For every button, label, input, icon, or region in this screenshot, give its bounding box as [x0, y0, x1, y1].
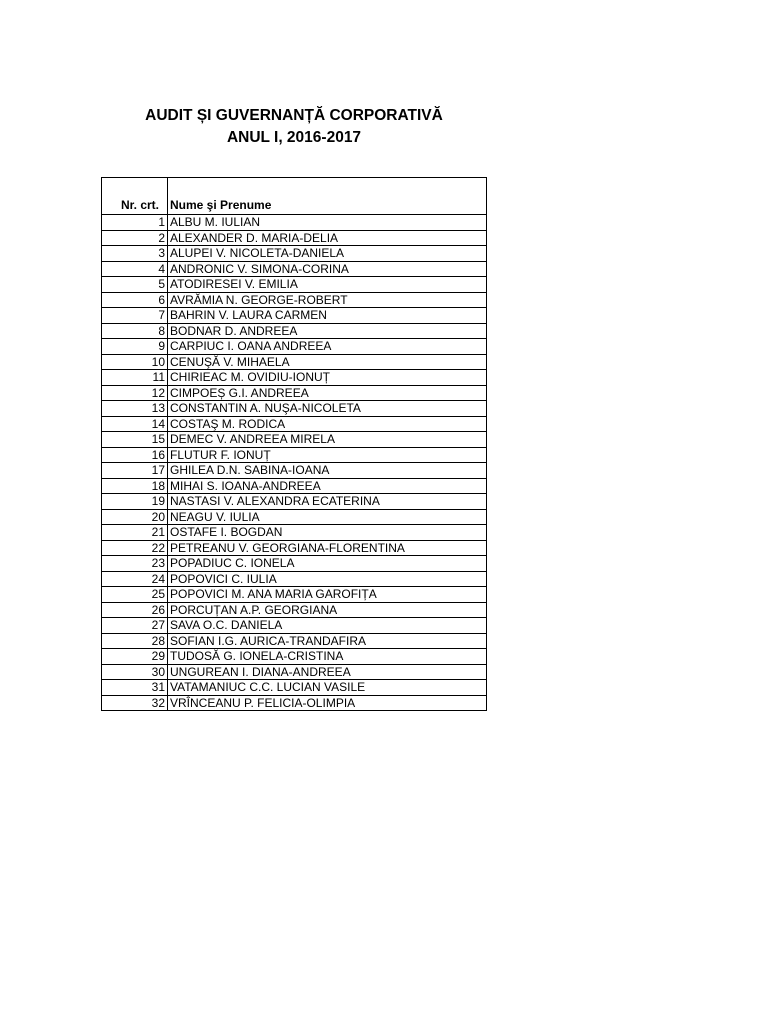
- student-name: ALUPEI V. NICOLETA-DANIELA: [168, 246, 487, 262]
- student-name: POPOVICI M. ANA MARIA GAROFIȚA: [168, 587, 487, 603]
- table-row: [102, 230, 487, 246]
- row-number: 4: [102, 261, 168, 277]
- row-number: 23: [102, 556, 168, 572]
- student-table: [101, 177, 487, 711]
- row-number: 7: [102, 308, 168, 324]
- student-name: OSTAFE I. BOGDAN: [168, 525, 487, 541]
- table-row: [102, 571, 487, 587]
- student-name: VRÎNCEANU P. FELICIA-OLIMPIA: [168, 695, 487, 711]
- row-number: 8: [102, 323, 168, 339]
- row-number: 3: [102, 246, 168, 262]
- table-row: [102, 416, 487, 432]
- table-header: [102, 178, 487, 215]
- row-number: 9: [102, 339, 168, 355]
- row-number: 1: [102, 215, 168, 231]
- row-number: 22: [102, 540, 168, 556]
- row-number: 18: [102, 478, 168, 494]
- student-name: MIHAI S. IOANA-ANDREEA: [168, 478, 487, 494]
- table-row: [102, 385, 487, 401]
- row-number: 10: [102, 354, 168, 370]
- row-number: 16: [102, 447, 168, 463]
- table-row: [102, 540, 487, 556]
- table-row: [102, 509, 487, 525]
- row-number: 30: [102, 664, 168, 680]
- row-number: 2: [102, 230, 168, 246]
- table-row: [102, 292, 487, 308]
- header-number: Nr. crt.: [102, 178, 168, 215]
- row-number: 21: [102, 525, 168, 541]
- document-subtitle: ANUL I, 2016-2017: [226, 129, 362, 146]
- row-number: 14: [102, 416, 168, 432]
- row-number: 20: [102, 509, 168, 525]
- row-number: 11: [102, 370, 168, 386]
- student-name: CONSTANTIN A. NUŞA-NICOLETA: [168, 401, 487, 417]
- table-row: [102, 633, 487, 649]
- table-row: [102, 246, 487, 262]
- student-name: GHILEA D.N. SABINA-IOANA: [168, 463, 487, 479]
- row-number: 27: [102, 618, 168, 634]
- table-row: [102, 277, 487, 293]
- row-number: 15: [102, 432, 168, 448]
- table-row: [102, 447, 487, 463]
- table-row: [102, 587, 487, 603]
- student-name: ALBU M. IULIAN: [168, 215, 487, 231]
- row-number: 25: [102, 587, 168, 603]
- student-name: COSTAŞ M. RODICA: [168, 416, 487, 432]
- header-name: Nume şi Prenume: [168, 178, 487, 215]
- table-row: [102, 432, 487, 448]
- student-name: CHIRIEAC M. OVIDIU-IONUȚ: [168, 370, 487, 386]
- table-row: [102, 215, 487, 231]
- row-number: 19: [102, 494, 168, 510]
- table-row: [102, 695, 487, 711]
- student-name: NASTASI V. ALEXANDRA ECATERINA: [168, 494, 487, 510]
- row-number: 32: [102, 695, 168, 711]
- student-name: VATAMANIUC C.C. LUCIAN VASILE: [168, 680, 487, 696]
- table-row: [102, 525, 487, 541]
- student-name: ALEXANDER D. MARIA-DELIA: [168, 230, 487, 246]
- row-number: 24: [102, 571, 168, 587]
- student-name: TUDOSĂ G. IONELA-CRISTINA: [168, 649, 487, 665]
- row-number: 17: [102, 463, 168, 479]
- table-row: [102, 649, 487, 665]
- table-row: [102, 370, 487, 386]
- table-row: [102, 680, 487, 696]
- row-number: 28: [102, 633, 168, 649]
- student-name: ANDRONIC V. SIMONA-CORINA: [168, 261, 487, 277]
- header-row: [102, 178, 487, 215]
- student-name: SAVA O.C. DANIELA: [168, 618, 487, 634]
- table-row: [102, 308, 487, 324]
- table-row: [102, 602, 487, 618]
- table-row: [102, 261, 487, 277]
- student-name: BODNAR D. ANDREEA: [168, 323, 487, 339]
- table-row: [102, 463, 487, 479]
- student-name: NEAGU V. IULIA: [168, 509, 487, 525]
- student-name: ATODIRESEI V. EMILIA: [168, 277, 487, 293]
- student-name: AVRĂMIA N. GEORGE-ROBERT: [168, 292, 487, 308]
- student-name: FLUTUR F. IONUȚ: [168, 447, 487, 463]
- row-number: 31: [102, 680, 168, 696]
- student-name: CIMPOEȘ G.I. ANDREEA: [168, 385, 487, 401]
- student-name: CENUŞĂ V. MIHAELA: [168, 354, 487, 370]
- table-row: [102, 494, 487, 510]
- row-number: 5: [102, 277, 168, 293]
- table-row: [102, 323, 487, 339]
- student-name: UNGUREAN I. DIANA-ANDREEA: [168, 664, 487, 680]
- document-title: AUDIT ȘI GUVERNANȚĂ CORPORATIVĂ: [145, 107, 443, 124]
- table-row: [102, 618, 487, 634]
- student-name: DEMEC V. ANDREEA MIRELA: [168, 432, 487, 448]
- student-name: CARPIUC I. OANA ANDREEA: [168, 339, 487, 355]
- student-name: PORCUȚAN A.P. GEORGIANA: [168, 602, 487, 618]
- table-row: [102, 556, 487, 572]
- row-number: 26: [102, 602, 168, 618]
- table-row: [102, 339, 487, 355]
- row-number: 29: [102, 649, 168, 665]
- row-number: 12: [102, 385, 168, 401]
- table-row: [102, 354, 487, 370]
- student-name: PETREANU V. GEORGIANA-FLORENTINA: [168, 540, 487, 556]
- student-name: BAHRIN V. LAURA CARMEN: [168, 308, 487, 324]
- row-number: 6: [102, 292, 168, 308]
- table-row: [102, 664, 487, 680]
- table-row: [102, 401, 487, 417]
- student-name: POPOVICI C. IULIA: [168, 571, 487, 587]
- table-body: [102, 215, 487, 711]
- row-number: 13: [102, 401, 168, 417]
- table-row: [102, 478, 487, 494]
- student-name: SOFIAN I.G. AURICA-TRANDAFIRA: [168, 633, 487, 649]
- student-name: POPADIUC C. IONELA: [168, 556, 487, 572]
